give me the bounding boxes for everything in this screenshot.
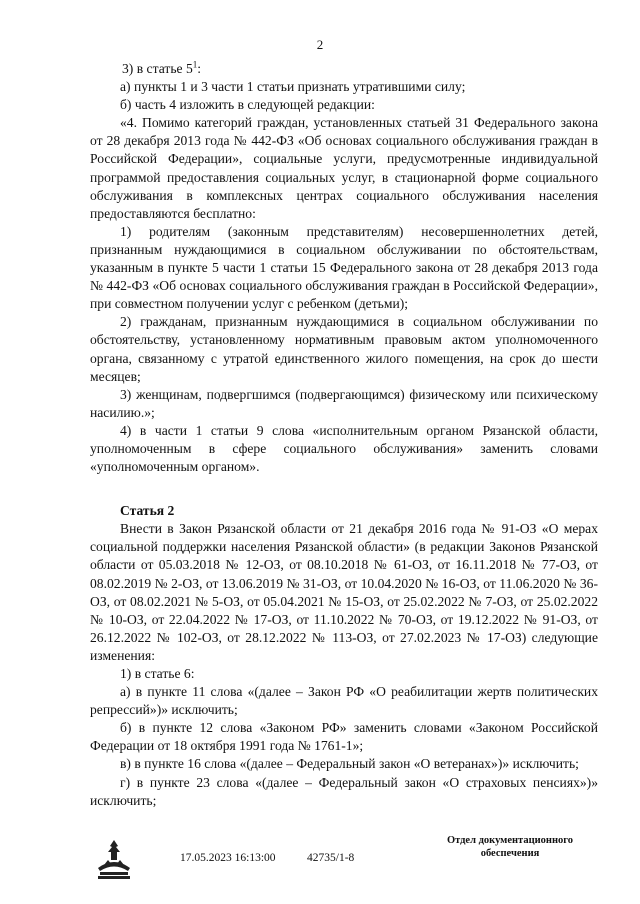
- footer-datetime: 17.05.2023 16:13:00: [180, 852, 276, 864]
- paragraph: б) в пункте 12 слова «Законом РФ» заменить словами «Законом Российской Федерации от 18 октября 1991 года № 1761-1»;: [90, 720, 598, 754]
- footer-department-line: обеспечения: [480, 848, 540, 859]
- item-number: 3): [122, 61, 134, 76]
- paragraph: [90, 60, 598, 78]
- paragraph: в) в пункте 16 слова «(далее – Федеральный закон «О ветеранах»)» исключить;: [120, 756, 579, 772]
- spacer: [90, 476, 598, 502]
- footer-department-line: Отдел документационного: [446, 835, 574, 846]
- paragraph: «4. Помимо категорий граждан, установленных статьей 31 Федерального закона от 28 декабря 2013 года № 442-ФЗ «Об основах социального обслуживания граждан в Российской Федерации», социальные услуги, предусмотренные индивидуальной программой предоставления социальных услуг, в стационарной форме социального обслуживания в комплексных центрах социального обслуживания населения предоставляются бесплатно:: [90, 115, 598, 221]
- paragraph-text: :: [197, 61, 202, 76]
- paragraph: 4) в части 1 статьи 9 слова «исполнительным органом Рязанской области, уполномоченным в сфере социального обслуживания» заменить словами «уполномоченным органом».: [90, 422, 598, 475]
- paragraph: а) в пункте 11 слова «(далее – Закон РФ «О реабилитации жертв политических репрессий»)» исключить;: [90, 684, 598, 718]
- footer-doc-number: 42735/1-8: [307, 852, 355, 864]
- document-body: [90, 60, 598, 810]
- paragraph: б) часть 4 изложить в следующей редакции:: [120, 97, 375, 113]
- paragraph: а) пункты 1 и 3 части 1 статьи признать утратившими силу;: [120, 79, 466, 95]
- paragraph-text: в статье 5: [136, 61, 193, 76]
- article-heading: Статья 2: [120, 503, 175, 519]
- page-number: 2: [316, 37, 324, 52]
- footer-department: [420, 834, 600, 860]
- paragraph: г) в пункте 23 слова «(далее – Федеральный закон «О страховых пенсиях»)» исключить;: [90, 774, 598, 808]
- paragraph: Внести в Закон Рязанской области от 21 декабря 2016 года № 91-ОЗ «О мерах социальной поддержки населения Рязанской области» (в редакции Законов Рязанской области от 05.03.2018 № 12-ОЗ, от 08.10.2018 № 61-ОЗ, от 16.11.2018 № 77-ОЗ, от 08.02.2019 № 2-ОЗ, от 13.06.2019 № 31-ОЗ, от 10.04.2020 № 16-ОЗ, от 11.06.2020 № 36-ОЗ, от 08.02.2021 № 5-ОЗ, от 05.04.2021 № 15-ОЗ, от 25.02.2022 № 7-ОЗ, от 25.02.2022 № 10-ОЗ, от 22.04.2022 № 17-ОЗ, от 11.10.2022 № 70-ОЗ, от 19.12.2022 № 91-ОЗ, от 26.12.2022 № 102-ОЗ, от 28.12.2022 № 113-ОЗ, от 27.02.2023 № 17-ОЗ) следующие изменения:: [90, 521, 598, 663]
- emblem-stamp-icon: [94, 838, 134, 882]
- paragraph: 3) женщинам, подвергшимся (подвергающимся) физическому или психическому насилию.»;: [90, 386, 598, 420]
- paragraph: 1) в статье 6:: [120, 666, 195, 681]
- superscript: 1: [192, 59, 198, 70]
- paragraph: 2) гражданам, признанным нуждающимися в социальном обслуживании по обстоятельству, установленному нормативным правовым актом уполномоченного органа, связанному с утратой единственного жилого помещения, на срок до шести месяцев;: [90, 314, 598, 384]
- paragraph: 1) родителям (законным представителям) несовершеннолетних детей, признанным нуждающимися в социальном обслуживании по обстоятельствам, указанным в пункте 5 части 1 статьи 15 Федерального закона от 28 декабря 2013 года № 442-ФЗ «Об основах социального обслуживания граждан в Российской Федерации», при совместном получении услуг с ребенком (детьми);: [90, 223, 598, 312]
